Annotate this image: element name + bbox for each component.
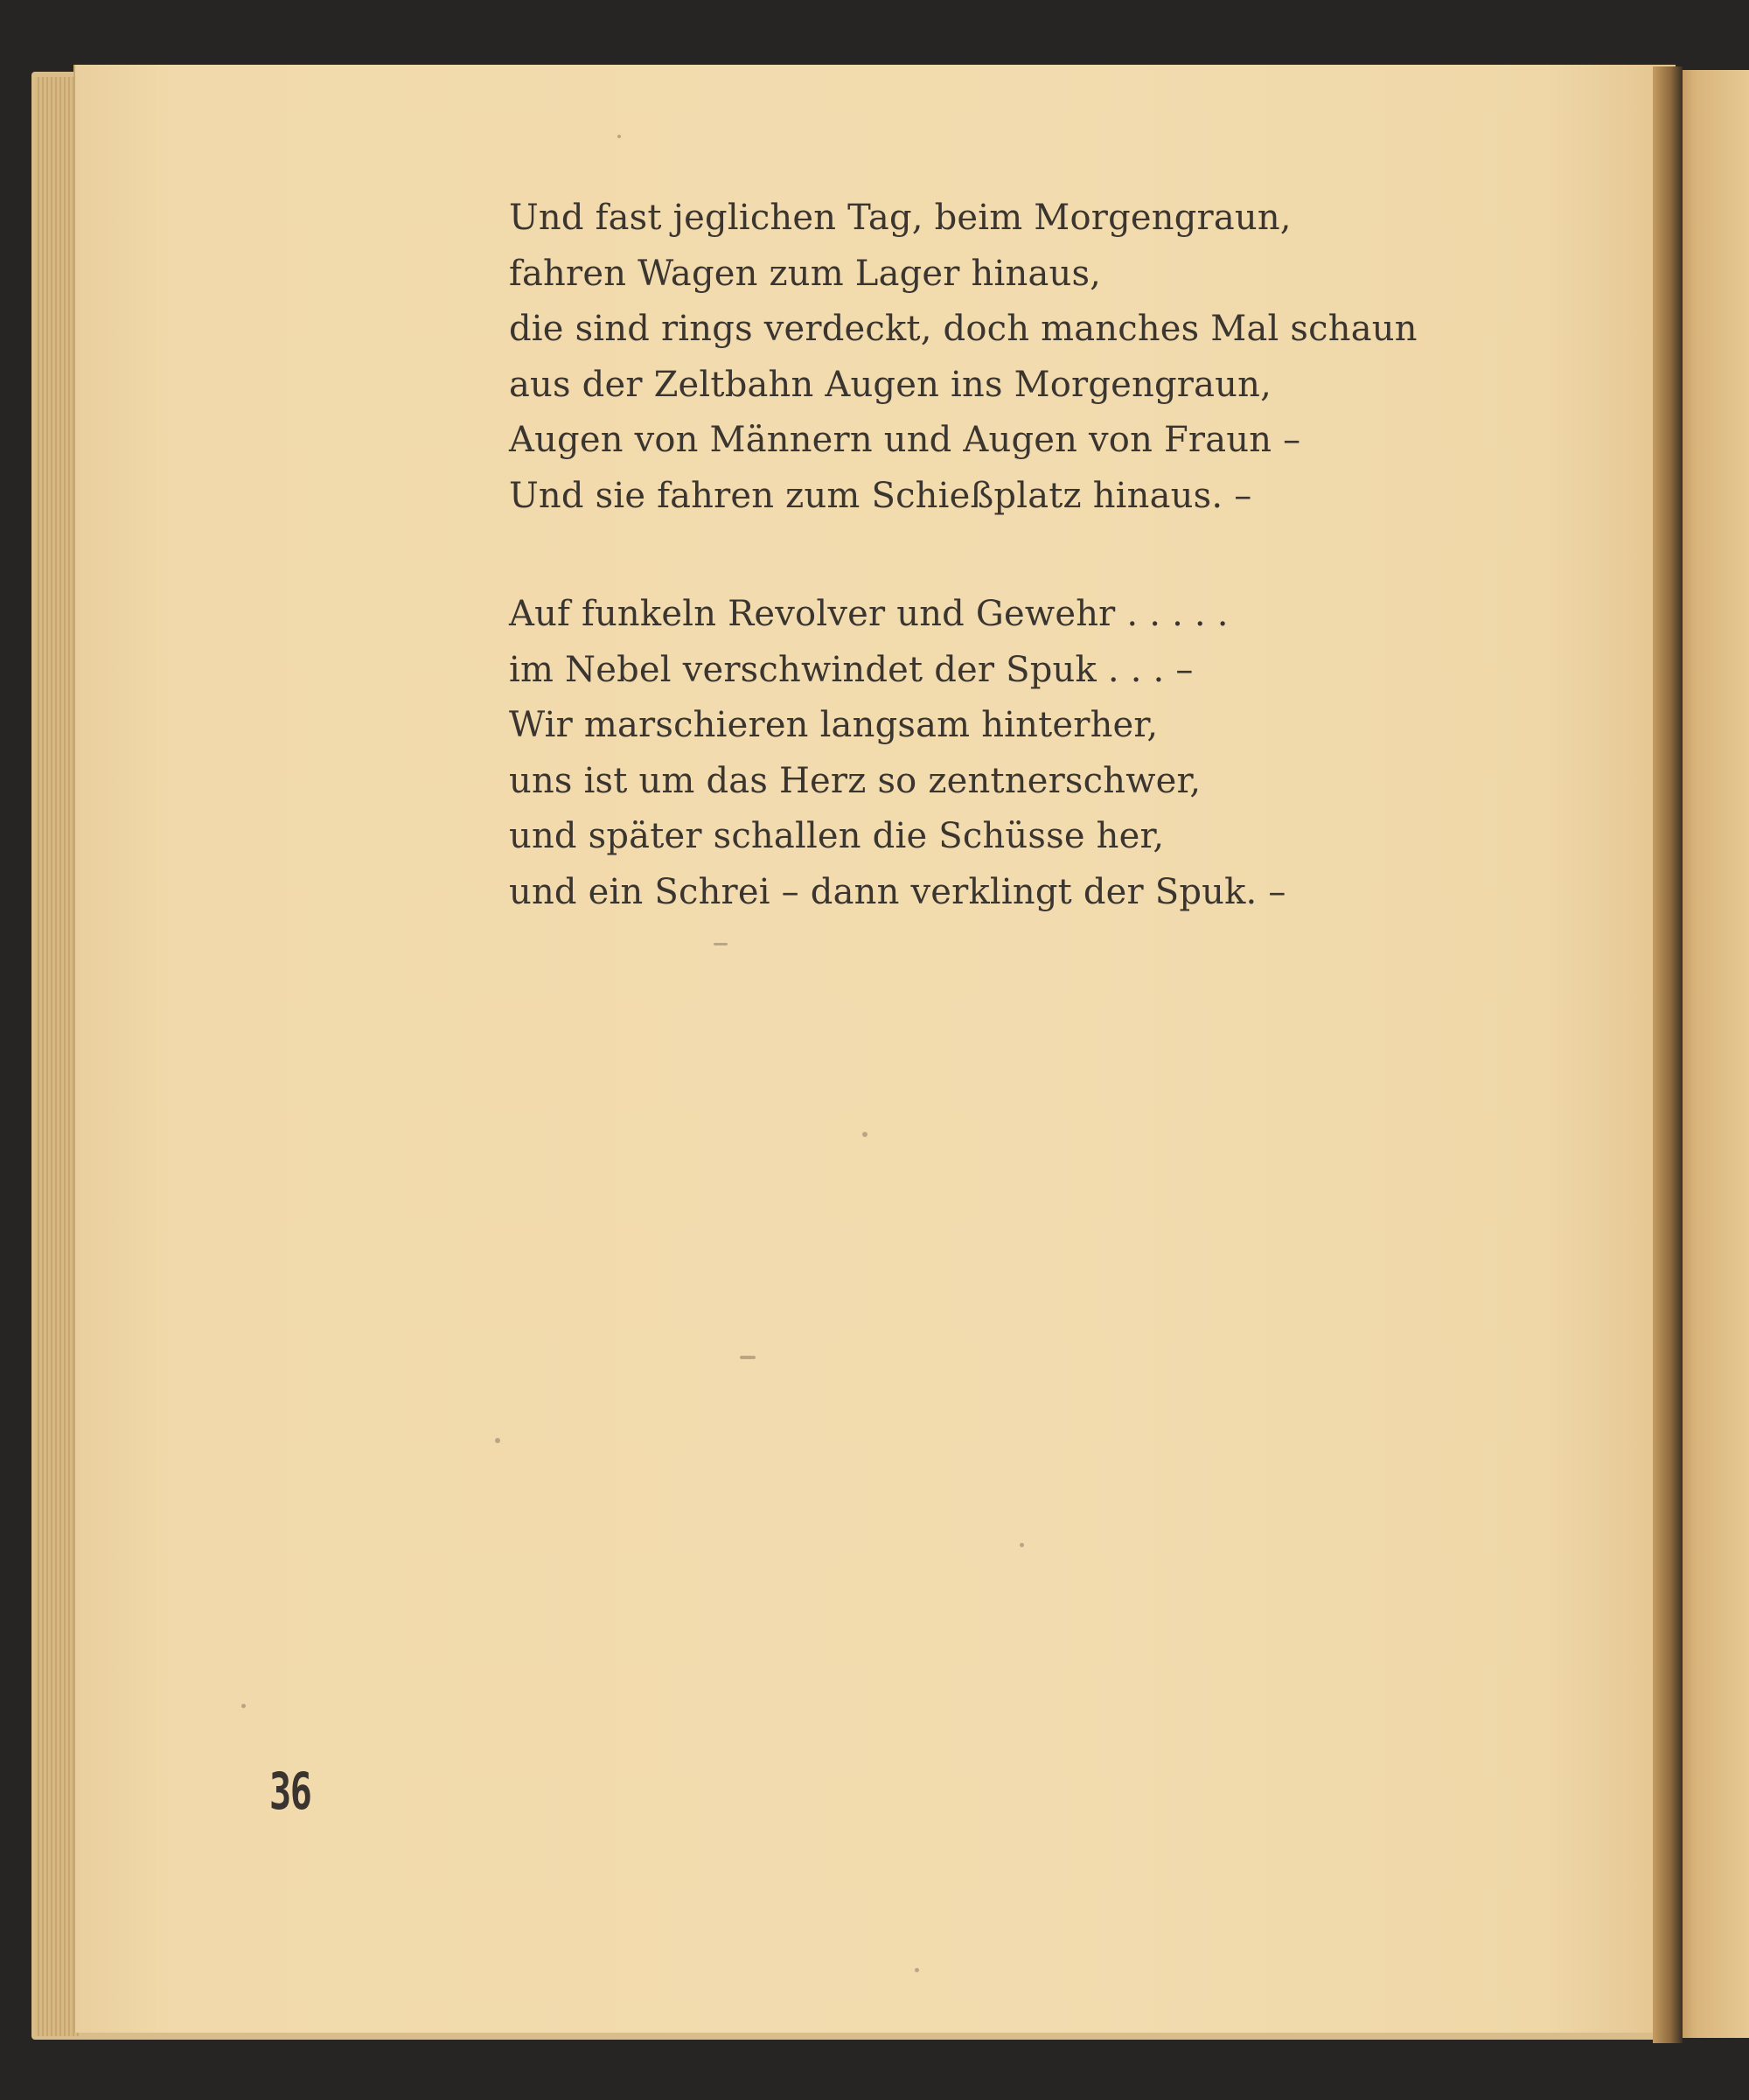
verse-line: aus der Zeltbahn Augen ins Morgengraun, <box>509 364 1272 405</box>
page-edges <box>35 77 79 2036</box>
verse-line: Und sie fahren zum Schießplatz hinaus. – <box>509 475 1252 516</box>
poem-text <box>509 191 1418 920</box>
verse-line: uns ist um das Herz so zentnerschwer, <box>509 760 1202 801</box>
verse-line: und ein Schrei – dann verklingt der Spuk. – <box>509 871 1286 912</box>
paper-speck <box>241 1704 246 1708</box>
paper-speck <box>495 1438 500 1443</box>
paper-speck <box>915 1968 919 1972</box>
verse-line: Wir marschieren langsam hinterher, <box>509 705 1159 745</box>
facing-page-edge <box>1672 70 1749 2038</box>
verse-line: fahren Wagen zum Lager hinaus, <box>509 253 1102 294</box>
verse-line: die sind rings verdeckt, doch manches Mal schaun <box>509 309 1418 349</box>
verse-line: Und fast jeglichen Tag, beim Morgengraun, <box>509 198 1292 238</box>
paper-speck <box>1020 1543 1024 1547</box>
page-number: 36 <box>269 1762 311 1821</box>
paper-speck <box>714 943 728 945</box>
verse-line: und später schallen die Schüsse her, <box>509 816 1165 856</box>
paper-speck <box>862 1132 868 1137</box>
verse-line: Augen von Männern und Augen von Fraun – <box>509 420 1301 460</box>
paper-speck <box>740 1356 756 1359</box>
verse-line: im Nebel verschwindet der Spuk . . . – <box>509 649 1194 690</box>
stanza-1 <box>509 191 1418 524</box>
stanza-2 <box>509 587 1418 920</box>
paper-speck <box>617 135 621 138</box>
book-gutter <box>1653 66 1683 2043</box>
verse-line: Auf funkeln Revolver und Gewehr . . . . . <box>509 594 1229 634</box>
